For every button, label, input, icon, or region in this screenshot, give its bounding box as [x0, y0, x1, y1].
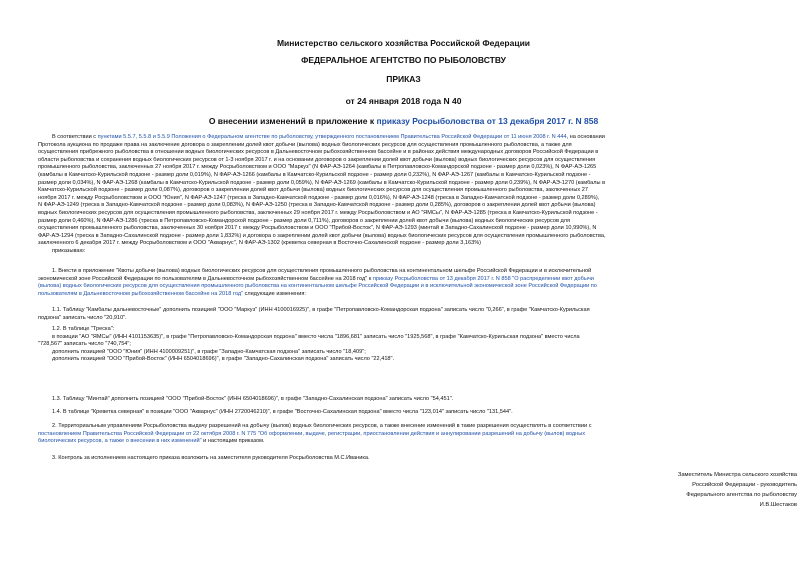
signature-name: И.В.Шестаков [759, 502, 797, 508]
preamble-line: заключенного 6 декабря 2017 г. между Росрыболовством и ООО "Акварнус", N ФАР-АЭ-1302 (креветка северная в Восточно-Сахалинской подзоне - размер доли 3,163%) [38, 240, 482, 247]
text-span: и настоящим приказом. [201, 438, 265, 445]
list-item: подзона" записать число "20,910". [38, 314, 127, 321]
items-list [38, 396, 798, 404]
agency-name: ФЕДЕРАЛЬНОЕ АГЕНТСТВО ПО РЫБОЛОВСТВУ [301, 55, 506, 65]
preamble-line: Камчатско-Курильской подзоне - размер доли 0,087%), договоров о закреплении долей квот добычи (вылова) водных биологических ресурсов для осуществления промышленного рыболовства, заключенных 27 [38, 187, 588, 194]
regulation-link[interactable]: биологических ресурсов, а также о внесении в них изменений" [38, 438, 202, 445]
doc-title-link[interactable]: приказу Росрыболовства от 13 декабря 2017 г. N 858 [376, 116, 599, 126]
preamble-line: Протокола аукциона по продаже права на заключение договора о закреплении долей квот добычи (вылова) водных биологических ресурсов для осуществления промышленного рыболовства, а также для [38, 141, 572, 148]
list-item: "728,567" записать число "740,754"; [38, 341, 131, 348]
item-3-line: 3. Контроль за исполнением настоящего приказа возложить на заместителя руководителя Росрыболовства М.С.Иваника. [52, 455, 370, 461]
preamble-line: (камбалы в Камчатско-Курильской подзоне - размер доли 0,019%), N ФАР-АЭ-1266 (камбалы в Камчатско-Курильской подзоне - размер доли 0,232%), N ФАР-АЭ-1267 (камбалы в Камчатско-Курильской подзоне - [38, 171, 591, 178]
preamble-line: размер доли 0,034%), N ФАР-АЭ-1268 (камбалы в Камчатско-Курильской подзоне - размер доли 0,059%), N ФАР-АЭ-1269 (камбалы в Камчатско-Курильской подзоне - размер доли 0,239%), N ФАР-АЭ-1270 (камбалы в [38, 179, 606, 186]
item-2 [38, 423, 798, 446]
text-span: , на основании [566, 134, 605, 140]
list-item: 1.2. В таблице "Треска": [52, 326, 115, 332]
items-list [38, 307, 798, 322]
list-item: 1.1. Таблицу "Камбалы дальневосточные" дополнить позицией "ООО "Маркуз" (ИНН 4100016925)", в графе "Петропавловско-Командорская подзона" записать число "0,266", в графе "Камчатско-Курильская [52, 307, 590, 313]
regulation-link[interactable]: постановлением Правительства Российской Федерации от 22 октября 2008 г. N 775 "Об оформлении, выдаче, регистрации, приостановлении действия и аннулировании разрешений на добычу (вылов) водных [38, 430, 586, 437]
item-2-line: 2. Территориальным управлениям Росрыболовства выдачу разрешений на добычу (вылов) водных биологических ресурсов, а также внесение изменений в такие разрешения осуществлять в соответствии с [52, 423, 592, 429]
preamble-line [38, 134, 798, 142]
preamble [38, 134, 798, 256]
list-item: дополнить позицией "ООО "Юния" (ИНН 4100009251)", в графе "Западно-Камчатская подзона" записать число "18,409"; [52, 348, 366, 355]
preamble-line: области рыболовства и сохранения водных биологических ресурсов от 1-3 ноября 2017 г. и на основании договоров о закреплении долей квот добычи (вылова) водных биологических ресурсов для осуществления [38, 156, 596, 163]
item-2-line [38, 438, 798, 446]
item-1 [38, 268, 798, 298]
items-list [38, 326, 798, 364]
preamble-line: N ФАР-АЭ-1249 (треска в Западно-Камчатской подзоне - размер доли 0,083%), N ФАР-АЭ-1250 (треска в Западно-Камчатской подзоне - размер доли 0,285%), договоров о закреплении долей квот добычи (вылова) [38, 202, 596, 209]
list-item: 1.3. Таблицу "Минтай" дополнить позицией "ООО "Прибой-Восток" (ИНН 6504018696)", в графе "Западно-Сахалинская подзона" записать число "54,451". [52, 396, 454, 402]
preamble-line: размер доли 0,460%), N ФАР-АЭ-1286 (треска в Петропавловско-Командорской подзоне - размер доли 0,711%), договоров о закреплении долей квот добычи (вылова) водных биологических ресурсов для [38, 217, 571, 224]
text-span: следующие изменения: [243, 290, 306, 297]
list-item: дополнить позицией "ООО "Прибой-Восток" (ИНН 6504018696)", в графе "Западно-Сахалинская подзона" записать число "22,418". [52, 356, 395, 363]
signature-block [557, 470, 797, 510]
order-link[interactable]: приказу Росрыболовства от 13 декабря 2017 г. N 858 "О распределении квот добычи [372, 275, 594, 282]
preamble-line: осуществления прибрежного рыболовства в отношении водных биологических ресурсов в Дальневосточном рыбохозяйственном бассейне и в районах действия международных договоров Российской Федерации в [38, 149, 599, 156]
list-item: 1.4. В таблице "Креветка северная" в позиции "ООО "Акварнус" (ИНН 2720046210)", в графе "Восточно-Сахалинская подзона" вместо числа "123,014" записать число "131,544". [52, 409, 513, 415]
preamble-line: ноября 2017 г. между Росрыболовством и ООО "Юния", N ФАР-АЭ-1247 (треска в Западно-Камчатской подзоне - размер доли 0,016%), N ФАР-АЭ-1248 (треска в Западно-Камчатской подзоне - размер доли 0,289%), [38, 194, 600, 201]
preamble-line: ФАР-АЭ-1294 (треска в Западно-Сахалинской подзоне - размер доли 1,832%) и договора о закреплении долей квот добычи (вылова) водных биологических ресурсов для осуществления промышленного рыболовства, [38, 232, 606, 239]
items-list [38, 409, 798, 417]
ministry-name: Министерство сельского хозяйства Российской Федерации [276, 38, 531, 48]
item-1-line [38, 276, 798, 284]
text-span: экономической зоне Российской Федерации по пользователям в Дальневосточном рыбохозяйственном бассейне на 2018 год" к [38, 275, 373, 282]
text-span: В соответствии с [52, 134, 98, 140]
law-link[interactable]: пунктами 5.5.7, 5.5.8 и 5.5.9 Положения о Федеральном агентстве по рыболовству, утвержденного постановлением Правительства Российской Федерации от 11 июня 2008 г. N 444 [97, 134, 567, 140]
item-1-line [38, 291, 798, 299]
doc-date-number: от 24 января 2018 года N 40 [345, 96, 462, 106]
preamble-line: водных биологических ресурсов для осуществления промышленного рыболовства, заключенных 29 ноября 2017 г. между Росрыболовством и АО "ЯМСы", N ФАР-АЭ-1285 (треска в Камчатско-Курильской подзоне - [38, 209, 598, 216]
item-3 [38, 455, 798, 463]
preamble-line: промышленного рыболовства, заключенных 27 ноября 2017 г. между Росрыболовством и ООО "Маркуз" (N ФАР-АЭ-1264 (камбалы в Петропавловско-Командорской подзоне - размер доли 0,023%), N ФАР-АЭ-1265 [38, 164, 597, 171]
preamble-line: осуществления промышленного рыболовства, заключенных 30 ноября 2017 г. между Росрыболовством и ООО "Прибой-Восток", N ФАР-АЭ-1293 (минтай в Западно-Сахалинской подзоне - размер доли 10,990%), N [38, 225, 597, 232]
list-item: в позиции "АО "ЯМСы" (ИНН 4101153635)", в графе "Петропавловско-Командорская подзона" вместо числа "1896,681" записать число "1925,568", в графе "Камчатско-Курильская подзона" вместо числа [52, 333, 580, 340]
signature-line: Российской Федерации - руководитель [692, 482, 797, 488]
doc-title [0, 116, 807, 126]
item-1-line: 1. Внести в приложение "Квоты добычи (вылова) водных биологических ресурсов для осуществления промышленного рыболовства на континентальном шельфе Российской Федерации и в исключительной [52, 268, 592, 274]
signature-line: Заместитель Министра сельского хозяйства [677, 472, 797, 478]
order-link[interactable]: (вылова) водных биологических ресурсов для осуществления промышленного рыболовства на континентальном шельфе Российской Федерации и в исключительной экономической зоне Российской Федерации по [38, 283, 597, 290]
doc-title-text: О внесении изменений в приложение к [208, 116, 377, 126]
signature-line: Федерального агентства по рыболовству [686, 492, 797, 498]
order-link[interactable]: пользователям в Дальневосточном рыбохозяйственном бассейне на 2018 год" [38, 290, 244, 297]
doc-type: ПРИКАЗ [386, 74, 421, 84]
preamble-line: приказываю: [52, 247, 86, 254]
